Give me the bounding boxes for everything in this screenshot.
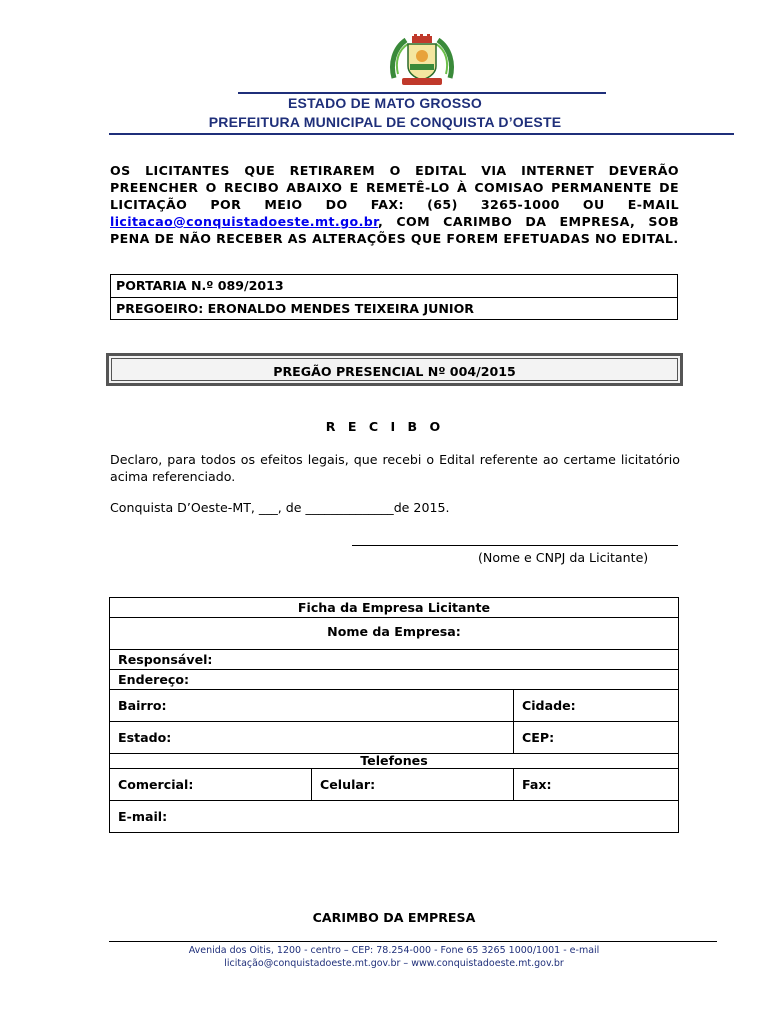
header-state-title: ESTADO DE MATO GROSSO: [288, 95, 482, 111]
header-top-rule: [238, 92, 606, 94]
endereco-field[interactable]: Endereço:: [110, 670, 679, 690]
municipal-crest-icon: [388, 34, 456, 90]
cidade-field[interactable]: Cidade:: [514, 690, 679, 722]
fax-field[interactable]: Fax:: [514, 769, 679, 801]
bairro-field[interactable]: Bairro:: [110, 690, 514, 722]
estado-field[interactable]: Estado:: [110, 722, 514, 754]
pregoeiro-name: PREGOEIRO: ERONALDO MENDES TEIXEIRA JUNIOR: [116, 301, 474, 316]
header-bottom-rule: [109, 133, 734, 135]
company-stamp-label: CARIMBO DA EMPRESA: [312, 910, 476, 925]
company-form-table: [109, 597, 679, 833]
footer-address: Avenida dos Oitis, 1200 - centro – CEP: 78.254-000 - Fone 65 3265 1000/1001 - e-mail: [188, 945, 600, 956]
comercial-field[interactable]: Comercial:: [110, 769, 312, 801]
notice-text-after: , COM CARIMBO DA EMPRESA, SOB PENA DE NÃO RECEBER AS ALTERAÇÕES QUE FOREM EFETUADAS NO EDITAL.: [110, 214, 679, 246]
cep-field[interactable]: CEP:: [514, 722, 679, 754]
signature-line: [352, 545, 678, 546]
form-title: Ficha da Empresa Licitante: [110, 598, 679, 618]
company-name-field[interactable]: Nome da Empresa:: [110, 618, 679, 650]
notice-email-link[interactable]: licitacao@conquistadoeste.mt.go.br: [110, 214, 378, 229]
recibo-heading: R E C I B O: [325, 419, 445, 434]
pregao-title: PREGÃO PRESENCIAL Nº 004/2015: [111, 358, 678, 381]
header-prefecture-title: PREFEITURA MUNICIPAL DE CONQUISTA D’OESTE: [208, 114, 562, 130]
telefones-heading: Telefones: [110, 754, 679, 769]
responsavel-field[interactable]: Responsável:: [110, 650, 679, 670]
pregao-box: [106, 353, 683, 386]
declaration-text: Declaro, para todos os efeitos legais, que recebi o Edital referente ao certame licitatório acima referenciado.: [110, 452, 680, 484]
notice-text-before: OS LICITANTES QUE RETIRAREM O EDITAL VIA INTERNET DEVERÃO PREENCHER O RECIBO ABAIXO E REMETÊ-LO À COMISAO PERMANENTE DE LICITAÇÃO POR MEIO DO FAX: (65) 3265-1000 OU E-MAIL: [110, 163, 679, 212]
email-field[interactable]: E-mail:: [110, 801, 679, 833]
portaria-box: [110, 274, 678, 320]
celular-field[interactable]: Celular:: [312, 769, 514, 801]
portaria-number: PORTARIA N.º 089/2013: [111, 275, 677, 298]
footer-rule: [109, 941, 717, 942]
place-date-line: Conquista D’Oeste-MT, ___, de ______________de 2015.: [110, 500, 450, 515]
signature-label: (Nome e CNPJ da Licitante): [478, 550, 649, 565]
notice-paragraph: [110, 162, 679, 247]
footer-contacts: licitação@conquistadoeste.mt.gov.br – www.conquistadoeste.mt.gov.br: [224, 958, 564, 969]
